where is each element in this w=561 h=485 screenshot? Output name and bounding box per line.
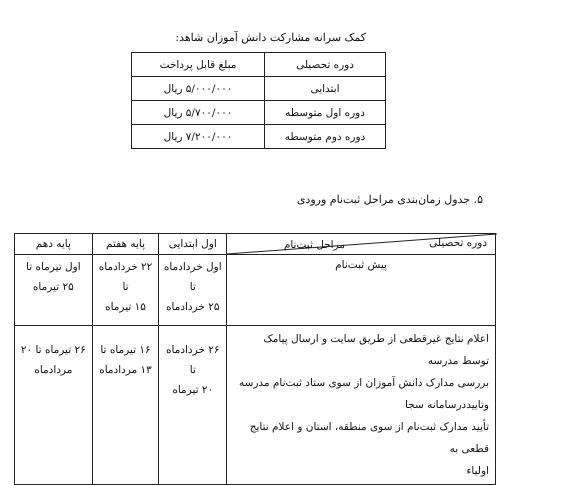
schedule-row-review [15, 326, 496, 485]
date-line: ۲۰ تیرماه [172, 384, 214, 396]
fee-level: ابتدایی [265, 77, 386, 101]
schedule-header-course: دوره تحصیلی [429, 237, 487, 249]
fee-row [132, 101, 386, 125]
fee-amount: ۵/۰۰۰/۰۰۰ ریال [132, 77, 265, 101]
schedule-date-cell-a [159, 326, 227, 485]
date-line: اول خردادماه تا [163, 261, 222, 293]
stage-line: تأیید مدارک ثبت‌نام از سوی منطقه، استان و اعلام نتایج قطعی به [249, 421, 489, 455]
schedule-row-pre-registration [15, 255, 496, 326]
schedule-header-stage: مراحل ثبت‌نام [283, 239, 345, 251]
schedule-header-col-c: پایه دهم [15, 234, 93, 255]
schedule-table [14, 233, 496, 485]
fee-header-amount: مبلغ قابل پرداخت [132, 53, 265, 77]
date-line: تا [122, 281, 129, 293]
schedule-stage-cell [227, 255, 496, 326]
fee-table [131, 52, 386, 149]
schedule-date-cell-c [15, 326, 93, 485]
fee-row [132, 77, 386, 101]
date-line: ۱۵ تیرماه [105, 301, 146, 313]
date-line: مردادماه [34, 364, 73, 376]
stage-line: اعلام نتایج غیرقطعی از طریق سایت و ارسال پیامک توسط مدرسه [263, 333, 489, 367]
stage-line: اولیاء [466, 465, 489, 477]
schedule-header-diagonal-cell [227, 234, 496, 255]
schedule-date-cell-c [15, 255, 93, 326]
schedule-header-col-b: پایه هفتم [92, 234, 159, 255]
date-line: ۲۵ خردادماه [166, 301, 220, 313]
schedule-header-row [15, 234, 496, 255]
date-line: ۲۶ خردادماه تا [166, 344, 220, 376]
date-line: ۱۶ تیرماه تا [100, 344, 151, 356]
date-line: ۱۳ مردادماه [99, 364, 152, 376]
schedule-date-cell-a [159, 255, 227, 326]
fee-amount: ۷/۲۰۰/۰۰۰ ریال [132, 125, 265, 149]
fee-header-level: دوره تحصیلی [265, 53, 386, 77]
date-line: ۲۶ تیرماه تا ۲۰ [20, 344, 86, 356]
fee-row [132, 125, 386, 149]
stage-line: وتاییددرسامانه سجا [404, 399, 489, 411]
date-line: ۲۲ خردادماه [98, 261, 153, 273]
fee-caption: کمک سرانه مشارکت دانش آموزان شاهد: [175, 31, 366, 44]
schedule-caption: ۵. جدول زمان‌بندی مراحل ثبت‌نام ورودی [296, 193, 483, 206]
fee-amount: ۵/۷۰۰/۰۰۰ ریال [132, 101, 265, 125]
fee-level: دوره دوم متوسطه [265, 125, 386, 149]
fee-level: دوره اول متوسطه [265, 101, 386, 125]
stage-line: بررسی مدارک دانش آموزان از سوی ستاد ثبت‌نام مدرسه [238, 377, 489, 389]
stage-line: پیش ثبت‌نام [335, 259, 387, 271]
schedule-date-cell-b [92, 326, 159, 485]
schedule-date-cell-b [92, 255, 159, 326]
fee-header-row [132, 53, 386, 77]
date-line: اول تیرماه تا [26, 261, 81, 273]
date-line: ۲۵ تیرماه [32, 281, 74, 293]
schedule-stage-cell [227, 326, 496, 485]
schedule-header-col-a: اول ابتدایی [159, 234, 227, 255]
